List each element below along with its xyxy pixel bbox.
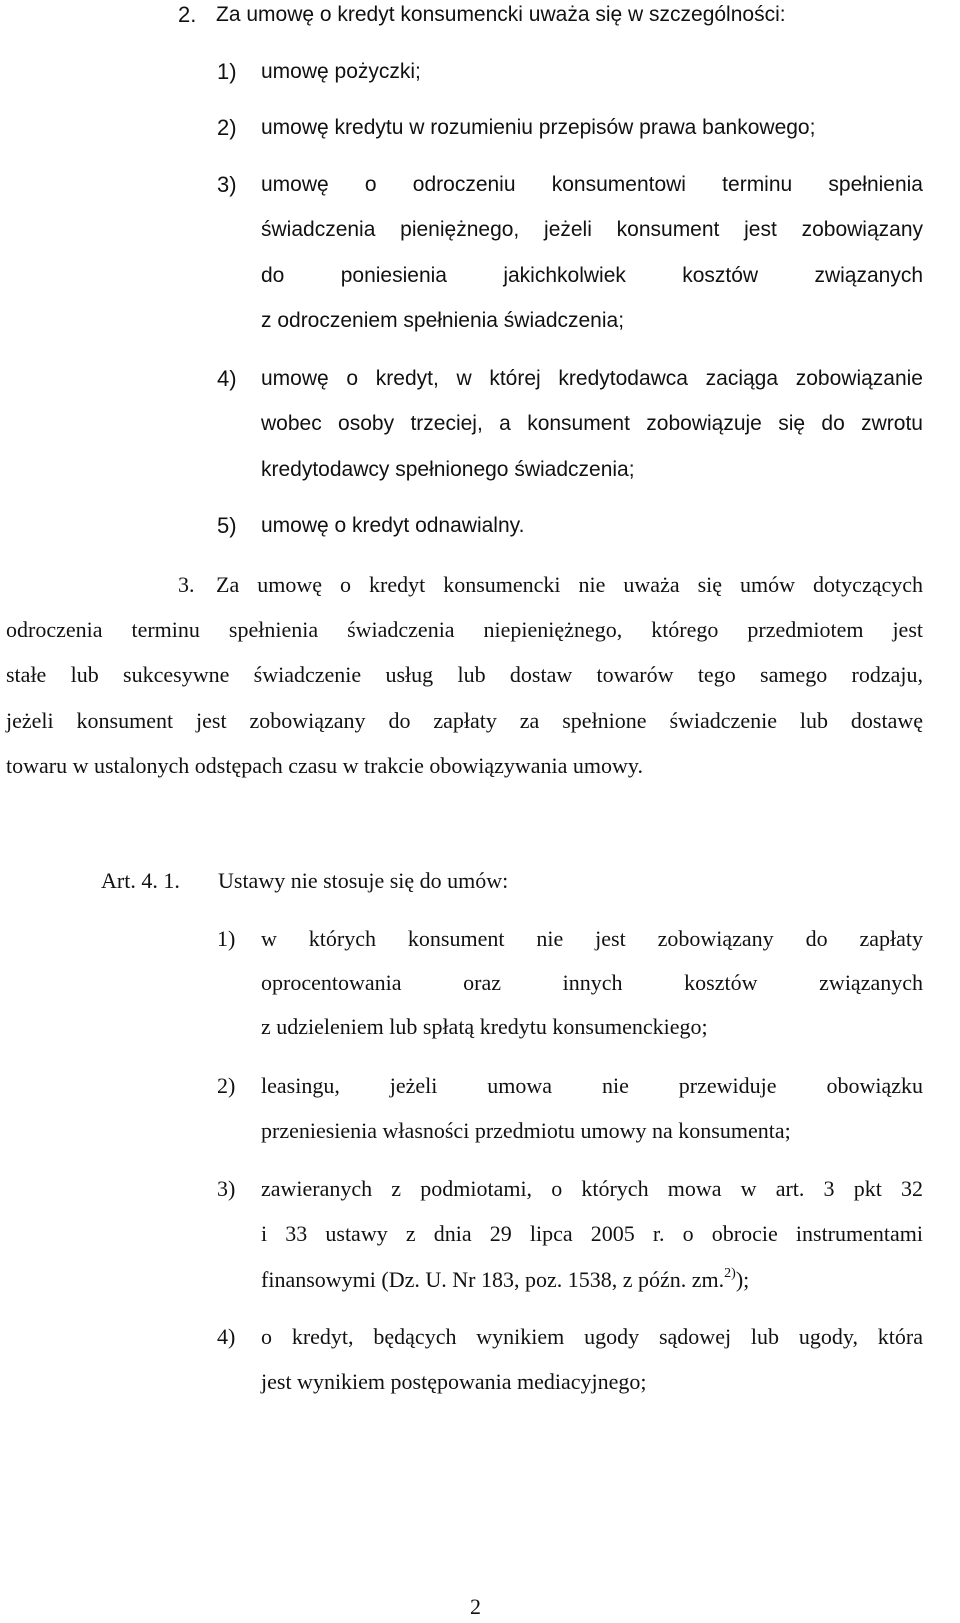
item-text: leasingu, jeżeli umowa nie przewiduje obowiązku (261, 1073, 923, 1098)
item-text: umowę o odroczeniu konsumentowi terminu spełnienia (261, 173, 923, 196)
article-intro: Ustawy nie stosuje się do umów: (218, 868, 509, 893)
paragraph-line: towaru w ustalonych odstępach czasu w trakcie obowiązywania umowy. (6, 753, 643, 778)
paragraph-line: stałe lub sukcesywne świadczenie usług lub dostaw towarów tego samego rodzaju, (6, 662, 923, 687)
paragraph-line: Za umowę o kredyt konsumencki nie uważa się umów dotyczących (216, 572, 923, 597)
item-text: umowę pożyczki; (261, 60, 421, 83)
footnote-reference[interactable]: 2) (724, 1265, 736, 1281)
item-text: świadczenia pieniężnego, jeżeli konsument jest zobowiązany (261, 218, 923, 241)
item-text: z udzieleniem lub spłatą kredytu konsumenckiego; (261, 1014, 708, 1039)
item-number: 3) (217, 172, 237, 197)
item-text: finansowymi (Dz. U. Nr 183, poz. 1538, z późn. zm. (261, 1267, 725, 1292)
paragraph-line: jeżeli konsument jest zobowiązany do zapłaty za spełnione świadczenie lub dostawę (6, 708, 923, 733)
item-text: z odroczeniem spełnienia świadczenia; (261, 309, 625, 332)
item-number: 3) (217, 1176, 236, 1201)
item-text: jest wynikiem postępowania mediacyjnego; (261, 1369, 647, 1394)
item-number: 1) (217, 926, 236, 951)
item-text: do poniesienia jakichkolwiek kosztów związanych (261, 264, 923, 287)
page-number: 2 (470, 1594, 481, 1619)
paragraph-line: odroczenia terminu spełnienia świadczenia niepieniężnego, którego przedmiotem jest (6, 617, 923, 642)
section-number: 3. (178, 572, 195, 597)
item-number: 4) (217, 366, 237, 391)
item-text: oprocentowania oraz innych kosztów związanych (261, 970, 923, 995)
item-text: umowę o kredyt odnawialny. (261, 514, 525, 537)
item-text: umowę o kredyt, w której kredytodawca zaciąga zobowiązanie (261, 367, 923, 390)
item-text: kredytodawcy spełnionego świadczenia; (261, 458, 635, 481)
item-number: 4) (217, 1324, 236, 1349)
item-text: umowę kredytu w rozumieniu przepisów prawa bankowego; (261, 116, 816, 139)
item-number: 2) (217, 1073, 236, 1098)
item-text: wobec osoby trzeciej, a konsument zobowiązuje się do zwrotu (261, 412, 923, 435)
item-text: przeniesienia własności przedmiotu umowy na konsumenta; (261, 1118, 791, 1143)
item-text-with-footnote (261, 1265, 749, 1295)
item-text: o kredyt, będących wynikiem ugody sądowej lub ugody, która (261, 1324, 923, 1349)
item-number: 2) (217, 115, 237, 140)
item-text-tail: ); (735, 1267, 750, 1292)
section-intro: Za umowę o kredyt konsumencki uważa się w szczególności: (216, 3, 786, 26)
item-text: i 33 ustawy z dnia 29 lipca 2005 r. o obrocie instrumentami (261, 1221, 923, 1246)
section-number: 2. (178, 2, 197, 27)
item-text: zawieranych z podmiotami, o których mowa w art. 3 pkt 32 (261, 1176, 923, 1201)
item-number: 5) (217, 513, 237, 538)
article-label: Art. 4. 1. (101, 868, 180, 893)
item-text: w których konsument nie jest zobowiązany do zapłaty (261, 926, 923, 951)
item-number: 1) (217, 59, 237, 84)
